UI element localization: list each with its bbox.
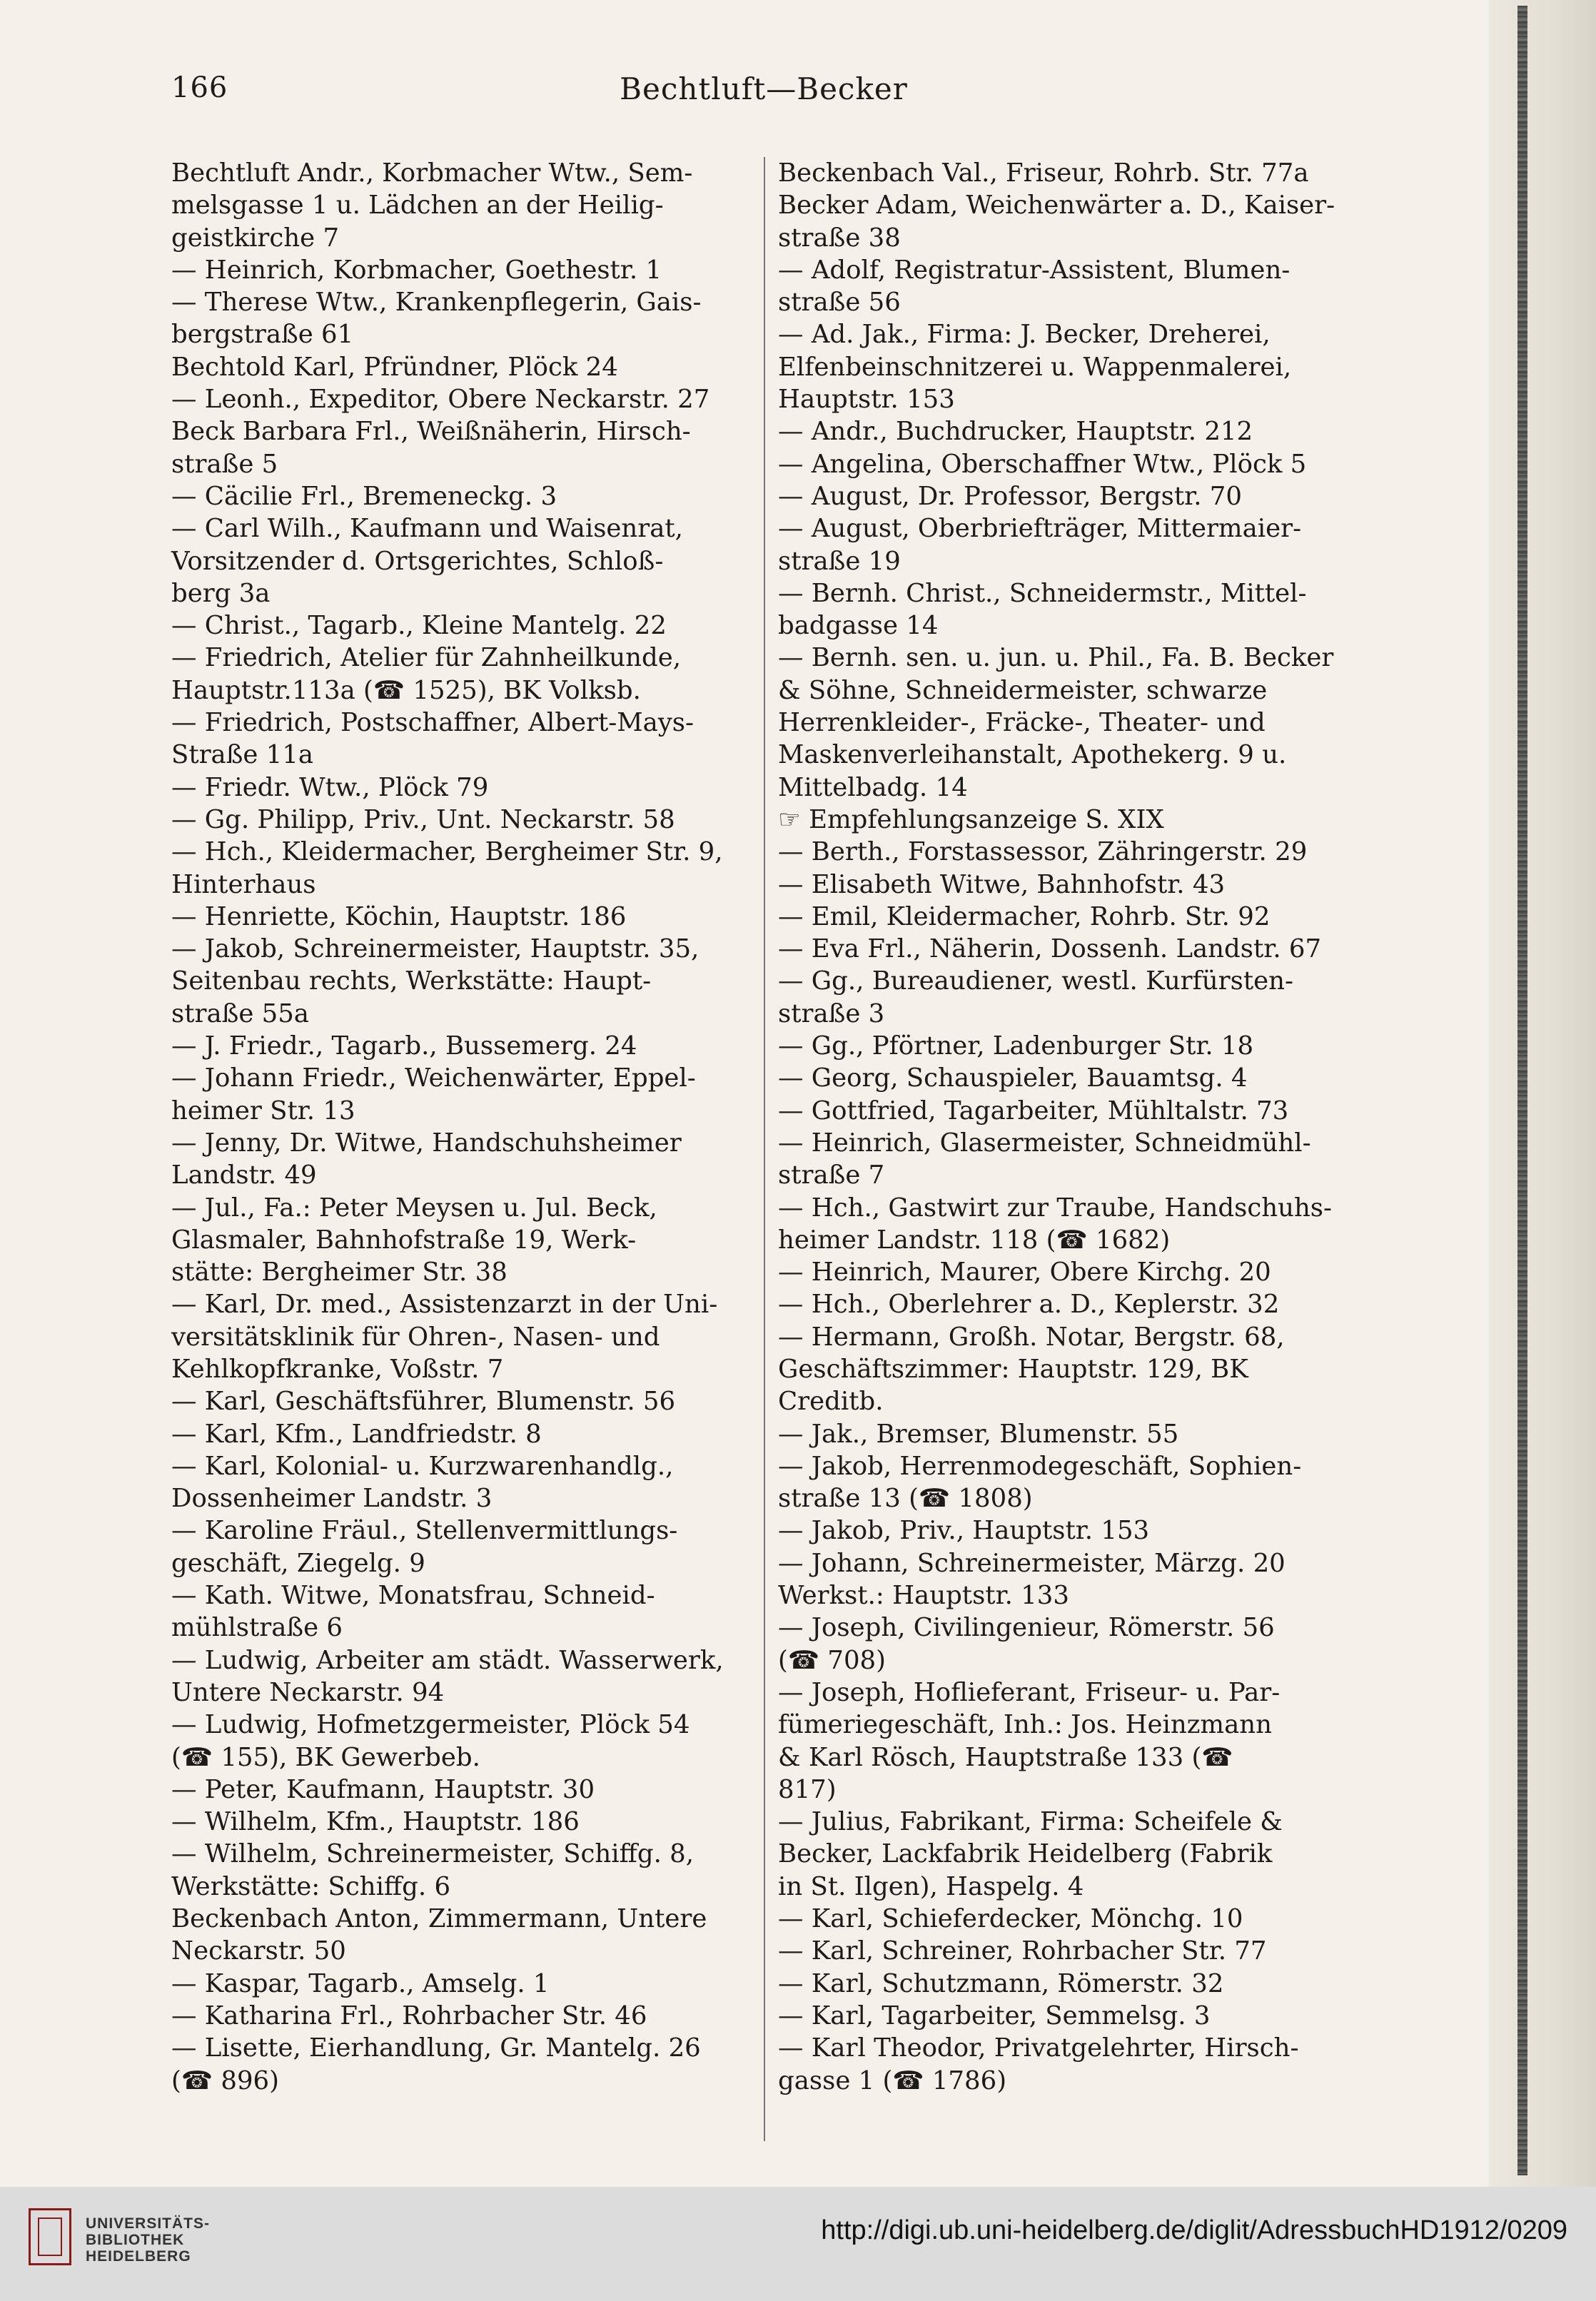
directory-entry [171, 1450, 771, 1515]
entry-line: berg 3a [171, 578, 271, 608]
entry-line: — Ludwig, Hofmetzgermeister, Plöck 54 [171, 1710, 690, 1740]
page-number: 166 [171, 71, 228, 104]
directory-entry [171, 383, 771, 415]
entry-line: gasse 1 (☎ 1786) [778, 2065, 1007, 2095]
directory-entry [778, 836, 1378, 868]
directory-entry [171, 707, 771, 772]
directory-entry [778, 1450, 1378, 1515]
directory-entry [778, 804, 1378, 836]
entry-line: — Cäcilie Frl., Bremeneckg. 3 [171, 481, 557, 511]
directory-entry [171, 642, 771, 707]
directory-entry [778, 318, 1378, 415]
directory-entry [778, 415, 1378, 447]
entry-line: — Julius, Fabrikant, Firma: Scheifele & [778, 1807, 1283, 1837]
directory-entry [171, 1418, 771, 1450]
directory-entry [171, 157, 771, 254]
entry-line: — Emil, Kleidermacher, Rohrb. Str. 92 [778, 901, 1271, 931]
entry-line: — Therese Wtw., Krankenpflegerin, Gais- [171, 288, 702, 318]
entry-line: Maskenverleihanstalt, Apothekerg. 9 u. [778, 740, 1287, 770]
entry-line: — Ludwig, Arbeiter am städt. Wasserwerk, [171, 1645, 724, 1675]
entry-line: Beck Barbara Frl., Weißnäherin, Hirsch- [171, 417, 691, 447]
directory-entry [171, 512, 771, 610]
entry-line: — Karl, Kolonial- u. Kurzwarenhandlg., [171, 1451, 674, 1481]
entry-line: & Söhne, Schneidermeister, schwarze [778, 675, 1268, 705]
entry-line: — Andr., Buchdrucker, Hauptstr. 212 [778, 417, 1253, 447]
directory-entry [778, 1030, 1378, 1062]
entry-line: ☞ Empfehlungsanzeige S. XIX [778, 804, 1164, 834]
entry-line: versitätsklinik für Ohren-, Nasen- und [171, 1322, 660, 1352]
directory-entry [778, 1612, 1378, 1677]
directory-entry [778, 512, 1378, 577]
directory-entry [171, 1514, 771, 1579]
directory-entry [171, 286, 771, 351]
directory-entry [778, 1321, 1378, 1418]
entry-line: — August, Dr. Professor, Bergstr. 70 [778, 481, 1242, 511]
entry-line: (☎ 896) [171, 2065, 279, 2095]
entry-line: heimer Str. 13 [171, 1096, 355, 1126]
entry-line: — Karl, Tagarbeiter, Semmelsg. 3 [778, 2001, 1211, 2031]
directory-entry [171, 2000, 771, 2032]
directory-entry [171, 1709, 771, 1774]
directory-entry [171, 1127, 771, 1192]
entry-line: — Carl Wilh., Kaufmann und Waisenrat, [171, 514, 683, 544]
directory-entry [778, 869, 1378, 901]
entry-line: — Bernh. Christ., Schneidermstr., Mittel- [778, 578, 1307, 608]
source-url-link[interactable]: http://digi.ub.uni-heidelberg.de/diglit/AdressbuchHD1912/0209 [821, 2215, 1567, 2245]
entry-line: — Georg, Schauspieler, Bauamtsg. 4 [778, 1063, 1248, 1093]
directory-entry [778, 1418, 1378, 1450]
directory-entry [778, 480, 1378, 512]
entry-line: Kehlkopfkranke, Voßstr. 7 [171, 1354, 504, 1384]
directory-entry [171, 772, 771, 804]
entry-line: badgasse 14 [778, 611, 939, 641]
entry-line: Vorsitzender d. Ortsgerichtes, Schloß- [171, 546, 664, 576]
directory-entry [171, 1838, 771, 1903]
entry-line: fümeriegeschäft, Inh.: Jos. Heinzmann [778, 1710, 1272, 1740]
entry-line: Hauptstr. 153 [778, 385, 955, 415]
entry-line: — Christ., Tagarb., Kleine Mantelg. 22 [171, 611, 667, 641]
entry-line: Hauptstr.113a (☎ 1525), BK Volksb. [171, 675, 641, 705]
entry-line: — Leonh., Expeditor, Obere Neckarstr. 27 [171, 385, 710, 415]
entry-line: Straße 11a [171, 740, 314, 770]
directory-entry [778, 901, 1378, 933]
right-column [778, 157, 1378, 2097]
entry-line: — Karl, Kfm., Landfriedstr. 8 [171, 1419, 542, 1449]
entry-line: Hinterhaus [171, 869, 316, 899]
entry-line: straße 38 [778, 223, 901, 253]
entry-line: Mittelbadg. 14 [778, 772, 968, 802]
directory-entry [778, 1288, 1378, 1320]
directory-entry [778, 1095, 1378, 1127]
directory-entry [171, 1030, 771, 1062]
entry-line: straße 5 [171, 449, 278, 479]
directory-entry [778, 1968, 1378, 2000]
entry-line: Elfenbeinschnitzerei u. Wappenmalerei, [778, 352, 1292, 382]
page-edge [1489, 0, 1596, 2301]
directory-entry [171, 480, 771, 512]
entry-line: — Friedrich, Atelier für Zahnheilkunde, [171, 643, 682, 673]
directory-entry [778, 1935, 1378, 1967]
entry-line: Glasmaler, Bahnhofstraße 19, Werk- [171, 1225, 637, 1255]
directory-entry [778, 1677, 1378, 1806]
entry-line: Becker Adam, Weichenwärter a. D., Kaiser- [778, 191, 1335, 221]
entry-line: Beckenbach Anton, Zimmermann, Untere [171, 1904, 707, 1934]
entry-line: — Eva Frl., Näherin, Dossenh. Landstr. 67 [778, 934, 1322, 964]
directory-entry [171, 1385, 771, 1417]
entry-line: — Jakob, Herrenmodegeschäft, Sophien- [778, 1451, 1302, 1481]
directory-entry [171, 610, 771, 642]
directory-entry [171, 1903, 771, 1968]
entry-line: — Jak., Bremser, Blumenstr. 55 [778, 1419, 1179, 1449]
directory-entry [778, 933, 1378, 965]
entry-line: — Kaspar, Tagarb., Amselg. 1 [171, 1968, 550, 1998]
left-column [171, 157, 771, 2097]
entry-line: melsgasse 1 u. Lädchen an der Heilig- [171, 191, 664, 221]
directory-entry [778, 1127, 1378, 1192]
entry-line: — Karl, Schieferdecker, Mönchg. 10 [778, 1904, 1243, 1934]
entry-line: — Elisabeth Witwe, Bahnhofstr. 43 [778, 869, 1226, 899]
entry-line: straße 19 [778, 546, 901, 576]
entry-line: heimer Landstr. 118 (☎ 1682) [778, 1225, 1171, 1255]
directory-entry [778, 965, 1378, 1030]
university-logo-icon [29, 2208, 71, 2265]
directory-entry [171, 933, 771, 1030]
entry-line: — Heinrich, Maurer, Obere Kirchg. 20 [778, 1258, 1271, 1288]
entry-line: straße 56 [778, 288, 901, 318]
entry-line: — Hch., Gastwirt zur Traube, Handschuhs- [778, 1193, 1333, 1223]
entry-line: — Gottfried, Tagarbeiter, Mühltalstr. 73 [778, 1096, 1289, 1126]
directory-entry [778, 254, 1378, 319]
entry-line: geschäft, Ziegelg. 9 [171, 1548, 425, 1578]
entry-line: — Jakob, Schreinermeister, Hauptstr. 35, [171, 934, 699, 964]
directory-entry [778, 1806, 1378, 1903]
running-title: Bechtluft—Becker [620, 71, 908, 106]
entry-line: — Jakob, Priv., Hauptstr. 153 [778, 1516, 1150, 1546]
directory-entry [778, 448, 1378, 480]
entry-line: mühlstraße 6 [171, 1613, 343, 1643]
entry-line: — Henriette, Köchin, Hauptstr. 186 [171, 901, 627, 931]
directory-entry [171, 1192, 771, 1289]
entry-line: — Lisette, Eierhandlung, Gr. Mantelg. 26 [171, 2033, 701, 2063]
directory-entry [171, 1774, 771, 1806]
entry-line: — Karl, Schreiner, Rohrbacher Str. 77 [778, 1936, 1267, 1966]
entry-line: Bechtold Karl, Pfründner, Plöck 24 [171, 352, 618, 382]
entry-line: — Karl Theodor, Privatgelehrter, Hirsch- [778, 2033, 1299, 2063]
entry-line: Creditb. [778, 1387, 884, 1417]
entry-line: — Kath. Witwe, Monatsfrau, Schneid- [171, 1581, 655, 1611]
entry-line: — Gg., Pförtner, Ladenburger Str. 18 [778, 1031, 1254, 1061]
entry-line: (☎ 155), BK Gewerbeb. [171, 1742, 480, 1772]
entry-line: straße 3 [778, 998, 885, 1028]
entry-line: Seitenbau rechts, Werkstätte: Haupt- [171, 966, 652, 996]
entry-line: straße 7 [778, 1160, 885, 1190]
entry-line: in St. Ilgen), Haspelg. 4 [778, 1871, 1084, 1901]
entry-line: Dossenheimer Landstr. 3 [171, 1484, 493, 1514]
entry-line: geistkirche 7 [171, 223, 340, 253]
directory-entry [171, 2032, 771, 2097]
entry-line: — Angelina, Oberschaffner Wtw., Plöck 5 [778, 449, 1307, 479]
entry-line: — Joseph, Hoflieferant, Friseur- u. Par- [778, 1677, 1281, 1707]
entry-line: — Johann, Schreinermeister, Märzg. 20 [778, 1548, 1286, 1578]
directory-entry [171, 254, 771, 286]
library-name-line-1: UNIVERSITÄTS- [86, 2215, 211, 2232]
entry-line: Neckarstr. 50 [171, 1936, 346, 1966]
entry-line: Geschäftszimmer: Hauptstr. 129, BK [778, 1354, 1248, 1384]
entry-line: — Hermann, Großh. Notar, Bergstr. 68, [778, 1322, 1285, 1352]
entry-line: — Heinrich, Glasermeister, Schneidmühl- [778, 1128, 1311, 1158]
directory-entry [778, 1903, 1378, 1935]
directory-entry [171, 1579, 771, 1644]
entry-line: — Jul., Fa.: Peter Meysen u. Jul. Beck, [171, 1193, 657, 1223]
entry-line: — Hch., Oberlehrer a. D., Keplerstr. 32 [778, 1290, 1280, 1320]
entry-line: — Hch., Kleidermacher, Bergheimer Str. 9, [171, 837, 723, 867]
entry-line: — Karl, Schutzmann, Römerstr. 32 [778, 1968, 1224, 1998]
directory-entry [778, 2000, 1378, 2032]
entry-line: bergstraße 61 [171, 320, 354, 350]
entry-line: Landstr. 49 [171, 1160, 317, 1190]
entry-line: Bechtluft Andr., Korbmacher Wtw., Sem- [171, 158, 693, 188]
entry-line: — Heinrich, Korbmacher, Goethestr. 1 [171, 255, 662, 285]
entry-line: — August, Oberbriefträger, Mittermaier- [778, 514, 1302, 544]
entry-line: — Peter, Kaufmann, Hauptstr. 30 [171, 1774, 595, 1804]
entry-line: — Karl, Geschäftsführer, Blumenstr. 56 [171, 1387, 676, 1417]
entry-line: straße 13 (☎ 1808) [778, 1484, 1033, 1514]
entry-line: & Karl Rösch, Hauptstraße 133 (☎ [778, 1742, 1233, 1772]
directory-entry [778, 577, 1378, 642]
entry-line: — Friedr. Wtw., Plöck 79 [171, 772, 489, 802]
directory-entry [171, 804, 771, 836]
entry-line: — Ad. Jak., Firma: J. Becker, Dreherei, [778, 320, 1271, 350]
entry-line: — Katharina Frl., Rohrbacher Str. 46 [171, 2001, 647, 2031]
directory-entry [171, 1806, 771, 1838]
entry-line: — Berth., Forstassessor, Zähringerstr. 29 [778, 837, 1308, 867]
column-divider [764, 157, 765, 2141]
directory-entry [171, 351, 771, 383]
entry-line: 817) [778, 1774, 837, 1804]
directory-entry [778, 1514, 1378, 1547]
entry-line: — Karoline Fräul., Stellenvermittlungs- [171, 1516, 678, 1546]
entry-line: (☎ 708) [778, 1645, 886, 1675]
library-name [86, 2215, 210, 2265]
entry-line: — J. Friedr., Tagarb., Bussemerg. 24 [171, 1031, 637, 1061]
entry-line: — Gg., Bureaudiener, westl. Kurfürsten- [778, 966, 1293, 996]
footer-bar [0, 2187, 1596, 2301]
entry-line: — Johann Friedr., Weichenwärter, Eppel- [171, 1063, 696, 1093]
entry-line: — Gg. Philipp, Priv., Unt. Neckarstr. 58 [171, 804, 675, 834]
directory-entry [778, 1192, 1378, 1257]
directory-entry [171, 1968, 771, 2000]
directory-entry [171, 1062, 771, 1127]
directory-entry [171, 415, 771, 480]
entry-line: — Wilhelm, Schreinermeister, Schiffg. 8, [171, 1839, 695, 1869]
entry-line: Beckenbach Val., Friseur, Rohrb. Str. 77a [778, 158, 1309, 188]
directory-entry [778, 189, 1378, 254]
directory-entry [778, 1062, 1378, 1094]
entry-line: Becker, Lackfabrik Heidelberg (Fabrik [778, 1839, 1273, 1869]
directory-entry [171, 1644, 771, 1709]
entry-line: — Wilhelm, Kfm., Hauptstr. 186 [171, 1807, 580, 1837]
entry-line: Werkst.: Hauptstr. 133 [778, 1581, 1069, 1611]
directory-entry [171, 836, 771, 901]
directory-entry [778, 2032, 1378, 2097]
entry-line: Untere Neckarstr. 94 [171, 1677, 445, 1707]
directory-entry [171, 1288, 771, 1385]
page-header [171, 71, 1356, 121]
directory-entry [778, 1256, 1378, 1288]
library-name-line-2: BIBLIOTHEK [86, 2232, 185, 2248]
entry-line: straße 55a [171, 998, 309, 1028]
entry-line: — Friedrich, Postschaffner, Albert-Mays- [171, 708, 695, 738]
entry-line: Werkstätte: Schiffg. 6 [171, 1871, 451, 1901]
entry-line: — Jenny, Dr. Witwe, Handschuhsheimer [171, 1128, 682, 1158]
entry-line: Herrenkleider-, Fräcke-, Theater- und [778, 708, 1266, 738]
binding-edge [1517, 6, 1527, 2175]
entry-line: — Karl, Dr. med., Assistenzarzt in der Uni- [171, 1290, 718, 1320]
directory-entry [778, 1547, 1378, 1612]
directory-entry [171, 901, 771, 933]
entry-line: stätte: Bergheimer Str. 38 [171, 1258, 507, 1288]
directory-entry [778, 642, 1378, 803]
entry-line: — Bernh. sen. u. jun. u. Phil., Fa. B. Becker [778, 643, 1334, 673]
directory-entry [778, 157, 1378, 189]
library-name-line-3: HEIDELBERG [86, 2248, 191, 2265]
entry-line: — Joseph, Civilingenieur, Römerstr. 56 [778, 1613, 1275, 1643]
entry-line: — Adolf, Registratur-Assistent, Blumen- [778, 255, 1291, 285]
